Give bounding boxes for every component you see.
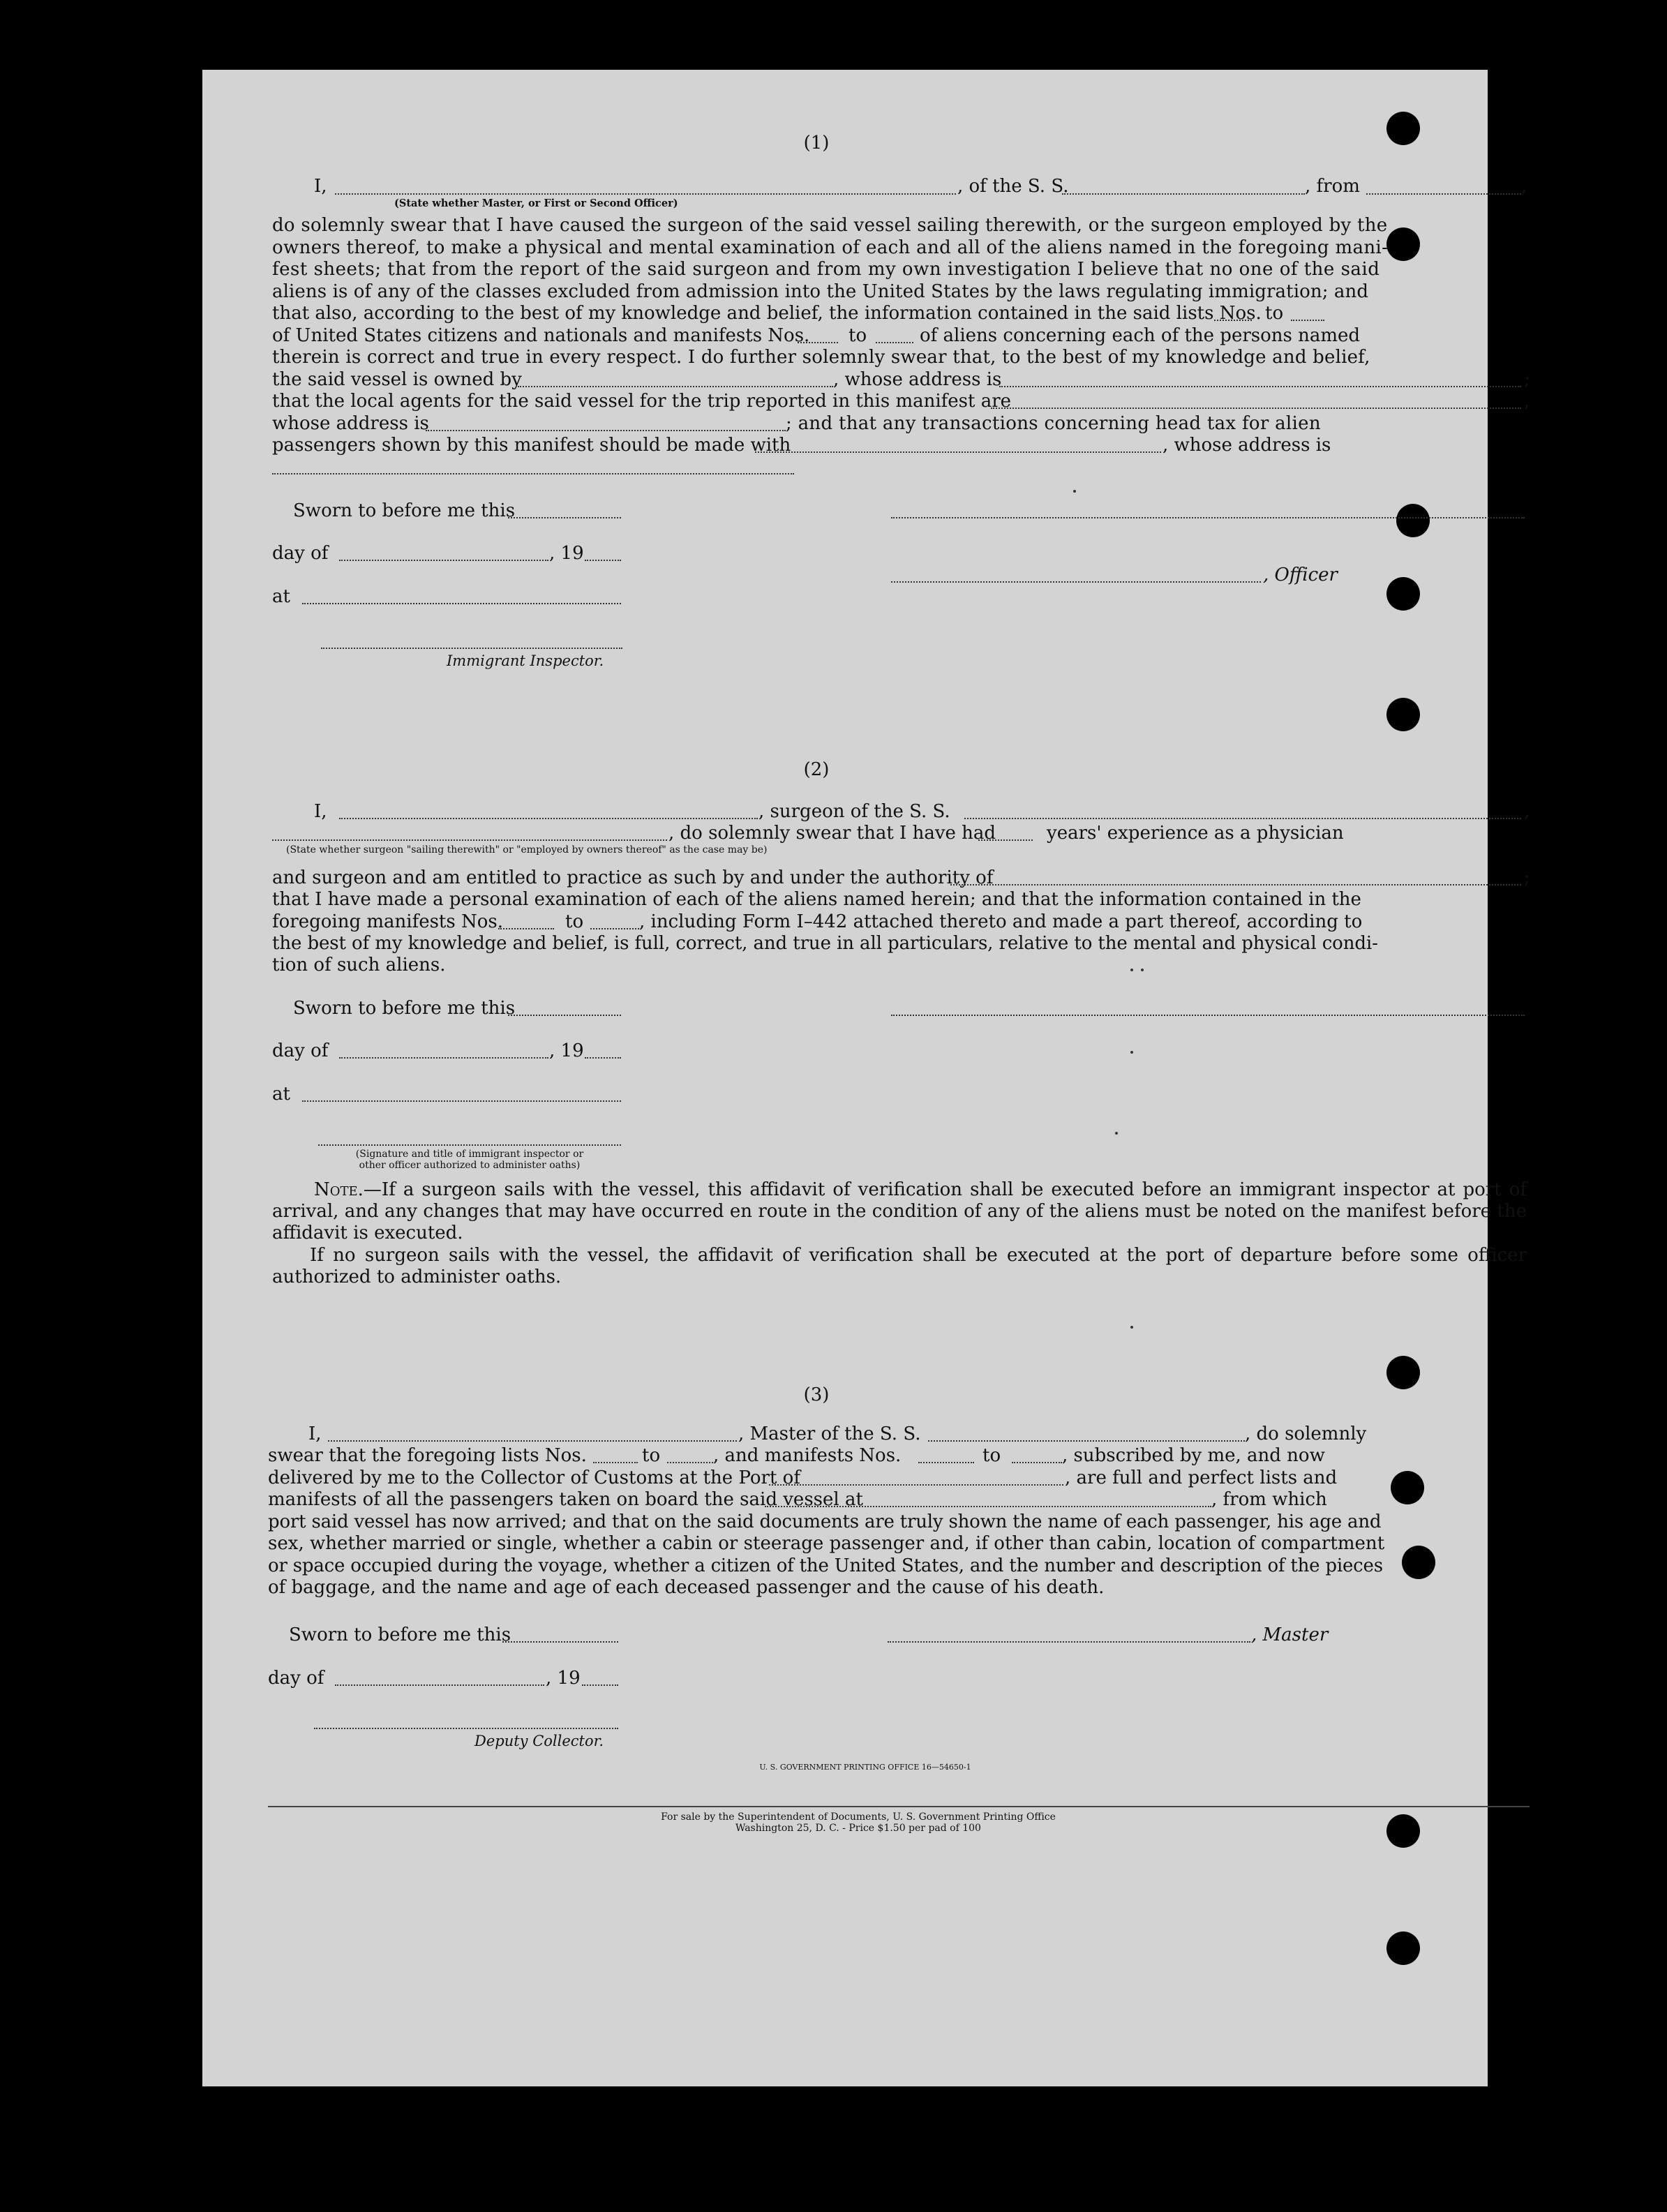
sec3-year-field[interactable] [582, 1684, 618, 1686]
sec1-line-11b: , whose address is [1163, 435, 1331, 456]
vessel-name-field[interactable] [1062, 193, 1305, 195]
officer-hint: (State whether Master, or First or Second Officer) [394, 197, 678, 209]
embark-port-field[interactable] [765, 1506, 1211, 1507]
sec3-master-of: , Master of the S. S. [738, 1423, 921, 1444]
local-agents-field[interactable] [991, 408, 1521, 409]
lists-to-field[interactable] [1291, 320, 1324, 321]
sec1-place-field[interactable] [302, 603, 621, 604]
sec1-line-8a: the said vessel is owned by [272, 369, 522, 390]
sec3-line-8: of baggage, and the name and age of each deceased passenger and the cause of his death. [268, 1577, 1105, 1598]
sig-hint-2: other officer authorized to administer oaths) [359, 1160, 581, 1171]
note-paragraph-2: If no surgeon sails with the vessel, the affidavit of verification shall be executed at the port of departure before some officer authorized to administer oaths. [272, 1245, 1527, 1287]
authority-field[interactable] [950, 884, 1521, 885]
sec1-sworn-date-field[interactable] [508, 517, 621, 518]
sec2-manifests-to-field[interactable] [590, 928, 639, 929]
sec3-day-of: day of [268, 1668, 324, 1689]
sec1-year-field[interactable] [585, 560, 621, 561]
sec1-signature-line[interactable] [891, 517, 1525, 518]
punch-hole [1386, 1814, 1420, 1848]
speck [1130, 1051, 1133, 1054]
sec3-line-2a: swear that the foregoing lists Nos. [268, 1445, 587, 1466]
sec1-line-9b: , [1524, 391, 1530, 412]
sec2-nineteen: , 19 [549, 1040, 584, 1061]
sec2-surgeon-of: , surgeon of the S. S. [758, 801, 950, 822]
sec1-line-6a: of United States citizens and nationals and manifests Nos. [272, 325, 810, 346]
note-paragraph-1 [272, 1179, 1527, 1244]
sec2-year-field[interactable] [585, 1057, 621, 1059]
sec1-line-11a: passengers shown by this manifest should be made with [272, 435, 791, 456]
sec3-sworn-date-field[interactable] [502, 1641, 618, 1643]
owner-field[interactable] [518, 386, 833, 387]
sec2-line-3: and surgeon and am entitled to practice as such by and under the authority of [272, 867, 994, 888]
sec1-line-1: do solemnly swear that I have caused the surgeon of the said vessel sailing therewith, or the surgeon employed by the [272, 215, 1388, 236]
officer-signature-line[interactable] [891, 581, 1261, 583]
sec2-place-field[interactable] [302, 1100, 621, 1102]
punch-hole [1386, 112, 1420, 145]
officer-label: , Officer [1263, 565, 1338, 585]
speck [1141, 969, 1144, 971]
sec2-manifests-from-field[interactable] [498, 928, 554, 929]
head-tax-contact-field[interactable] [755, 451, 1161, 453]
punch-hole [1386, 577, 1420, 611]
sec1-line-2: owners thereof, to make a physical and mental examination of each and all of the aliens named in the foregoing mani- [272, 237, 1389, 258]
sec1-line-10b: ; and that any transactions concerning head tax for alien [786, 413, 1321, 434]
head-tax-address-field[interactable] [272, 473, 794, 474]
punch-hole [1386, 698, 1420, 731]
inspector-signature-line[interactable] [321, 648, 622, 649]
note-label: Note. [314, 1179, 364, 1200]
note-text: —If a surgeon sails with the vessel, this affidavit of verification shall be executed before an immigrant inspector at port of arrival, and any changes that may have occurred en route in the condition of any of the aliens must be noted on the manifest before the affidavit is executed. [272, 1179, 1527, 1243]
footer-rule [268, 1806, 1530, 1807]
sec2-line-5a: foregoing manifests Nos. [272, 911, 503, 932]
sec2-line-6: the best of my knowledge and belief, is full, correct, and true in all particulars, relative to the mental and physical condi- [272, 933, 1378, 954]
manifests-to-field[interactable] [876, 342, 913, 343]
sec3-manifests-to-field[interactable] [1012, 1462, 1062, 1463]
years-field[interactable] [978, 839, 1033, 841]
sec1-line-8c: ; [1524, 369, 1530, 390]
surgeon-signature-line[interactable] [891, 1015, 1525, 1016]
sec1-comma: , [1521, 176, 1527, 197]
sec2-line-7: tion of such aliens. [272, 955, 446, 976]
master-name-field[interactable] [328, 1440, 737, 1442]
section-3-number: (3) [803, 1384, 830, 1405]
sec3-solemnly: , do solemnly [1245, 1423, 1367, 1444]
from-port-field[interactable] [1366, 193, 1521, 195]
sec3-nineteen: , 19 [546, 1668, 581, 1689]
sec1-line-7: therein is correct and true in every respect. I do further solemnly swear that, to the best of my knowledge and belief, [272, 347, 1370, 368]
gpo-imprint: U. S. GOVERNMENT PRINTING OFFICE 16—54650-1 [759, 1763, 971, 1772]
sec2-comma: , [1524, 801, 1530, 822]
punch-hole [1396, 504, 1430, 537]
sec1-line-4: aliens is of any of the classes excluded from admission into the United States by the laws regulating immigration; and [272, 281, 1369, 302]
punch-hole [1386, 1356, 1420, 1389]
sec2-line-3b: ; [1524, 867, 1530, 888]
sec1-nineteen: , 19 [549, 543, 584, 564]
sec1-of-ss: , of the S. S. [957, 176, 1069, 197]
sec2-day-of: day of [272, 1040, 329, 1061]
sec2-day-field[interactable] [339, 1057, 548, 1059]
sec3-i: I, [308, 1423, 322, 1444]
sec3-line-4b: , from which [1211, 1489, 1327, 1510]
surgeon-status-field[interactable] [272, 839, 667, 841]
speck [1073, 490, 1076, 493]
sec3-sworn: Sworn to before me this [289, 1624, 511, 1645]
sec2-i: I, [314, 801, 327, 822]
agents-address-field[interactable] [426, 430, 786, 431]
sec2-line-4: that I have made a personal examination of each of the aliens named herein; and that the information contained in the [272, 889, 1361, 910]
sec3-line-6: sex, whether married or single, whether a cabin or steerage passenger and, if other than cabin, location of compartment [268, 1533, 1385, 1554]
punch-hole [1391, 1471, 1424, 1504]
sec1-line-8b: , whose address is [833, 369, 1002, 390]
section-1-number: (1) [803, 133, 830, 154]
sec2-vessel-field[interactable] [964, 818, 1521, 819]
master-label: , Master [1251, 1624, 1329, 1645]
sec2-swear: , do solemnly swear that I have had [668, 823, 996, 844]
sec3-manifests-from-field[interactable] [918, 1462, 974, 1463]
sec2-official-signature-line[interactable] [318, 1144, 621, 1146]
sec1-line-6c: of aliens concerning each of the persons named [920, 325, 1361, 346]
sec1-line-3: fest sheets; that from the report of the said surgeon and from my own investigation I believe that no one of the said [272, 259, 1380, 280]
manifest-page [202, 70, 1530, 2086]
sec1-from: , from [1305, 176, 1360, 197]
sec3-line-2c: , and manifests Nos. [713, 1445, 902, 1466]
collector-label: Deputy Collector. [474, 1733, 604, 1749]
punch-hole [1386, 227, 1420, 261]
owner-address-field[interactable] [999, 386, 1521, 387]
surgeon-name-field[interactable] [339, 818, 758, 819]
sec1-line-6b: to [849, 325, 867, 346]
sec3-line-7: or space occupied during the voyage, whether a citizen of the United States, and the number and description of the pieces [268, 1555, 1383, 1576]
inspector-label: Immigrant Inspector. [447, 652, 604, 669]
sec3-line-3a: delivered by me to the Collector of Customs at the Port of [268, 1467, 800, 1488]
sec3-line-3b: , are full and perfect lists and [1065, 1467, 1338, 1488]
sec2-years: years' experience as a physician [1047, 823, 1344, 844]
speck [1115, 1132, 1118, 1135]
section-2-number: (2) [803, 759, 830, 780]
port-field[interactable] [769, 1484, 1063, 1486]
sale-line-2: Washington 25, D. C. - Price $1.50 per pad of 100 [735, 1823, 981, 1834]
punch-hole [1386, 1931, 1420, 1965]
sec1-i: I, [314, 176, 327, 197]
sec2-at: at [272, 1084, 290, 1105]
sec2-line-5c: , including Form I–442 attached thereto and made a part thereof, according to [639, 911, 1363, 932]
surgeon-hint: (State whether surgeon "sailing therewith" or "employed by owners thereof" as the case may be) [286, 844, 768, 855]
sec3-lists-to-field[interactable] [667, 1462, 713, 1463]
sec1-sworn: Sworn to before me this [293, 500, 516, 521]
sec3-line-5: port said vessel has now arrived; and that on the said documents are truly shown the name of each passenger, his age and [268, 1511, 1382, 1532]
sec3-line-2e: , subscribed by me, and now [1062, 1445, 1325, 1466]
officer-name-field[interactable] [335, 193, 956, 195]
sig-hint-1: (Signature and title of immigrant inspector or [355, 1149, 584, 1160]
sec2-sworn-date-field[interactable] [508, 1015, 621, 1016]
sec2-sworn: Sworn to before me this [293, 998, 516, 1019]
sec1-day-of: day of [272, 543, 329, 564]
sec3-line-2b: to [642, 1445, 661, 1466]
sec3-line-2d: to [982, 1445, 1001, 1466]
speck [1130, 969, 1133, 971]
sec1-line-10a: whose address is [272, 413, 429, 434]
collector-signature-line[interactable] [314, 1728, 618, 1729]
sec1-line-5b: to [1265, 303, 1284, 324]
sec1-at: at [272, 586, 290, 607]
sec3-line-4a: manifests of all the passengers taken on board the said vessel at [268, 1489, 863, 1510]
speck [1130, 1326, 1133, 1329]
manifests-from-field[interactable] [798, 342, 838, 343]
sec1-line-5a: that also, according to the best of my knowledge and belief, the information contained in the said lists Nos. [272, 303, 1262, 324]
sale-line-1: For sale by the Superintendent of Documents, U. S. Government Printing Office [661, 1811, 1056, 1823]
sec2-line-5b: to [565, 911, 584, 932]
sec1-line-9a: that the local agents for the said vessel for the trip reported in this manifest are [272, 391, 1012, 412]
master-signature-line[interactable] [888, 1641, 1250, 1643]
sec1-day-field[interactable] [339, 560, 548, 561]
sec3-day-field[interactable] [335, 1684, 544, 1686]
lists-from-field[interactable] [1214, 320, 1252, 321]
punch-hole [1402, 1546, 1435, 1579]
sec3-vessel-field[interactable] [928, 1440, 1245, 1442]
sec3-lists-from-field[interactable] [593, 1462, 638, 1463]
